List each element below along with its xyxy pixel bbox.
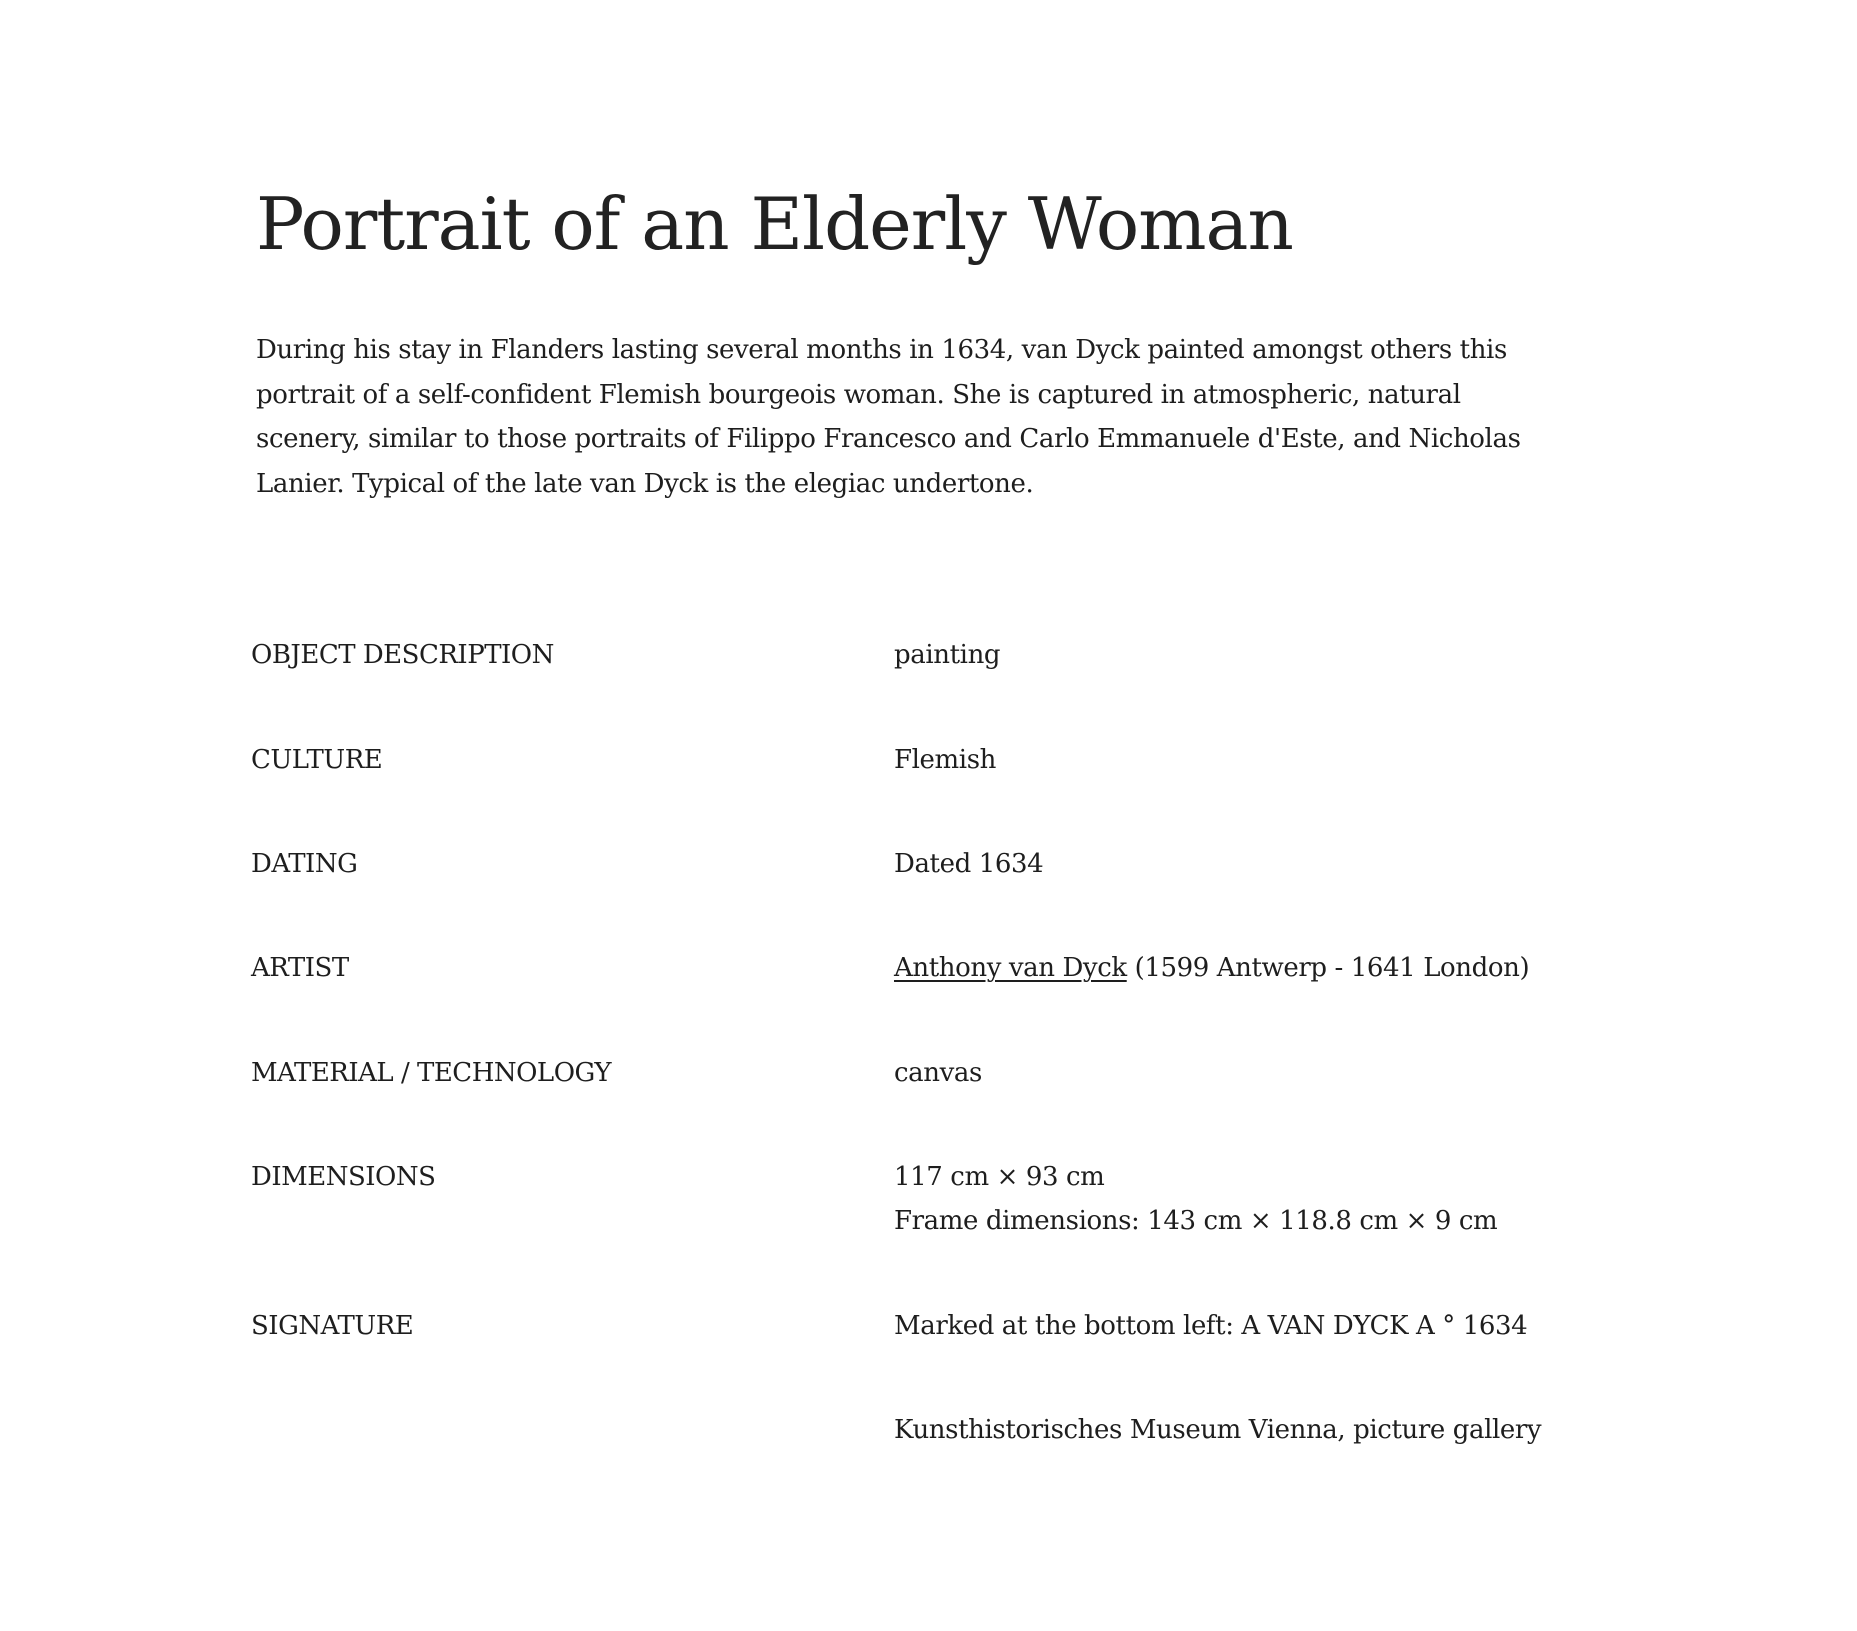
object-description-value: painting — [894, 640, 1001, 670]
artist-link[interactable]: Anthony van Dyck — [894, 953, 1127, 983]
signature-label: SIGNATURE — [251, 1311, 414, 1341]
dating-value: Dated 1634 — [894, 849, 1044, 879]
artist-life-dates: (1599 Antwerp - 1641 London) — [1126, 953, 1530, 983]
culture-label: CULTURE — [251, 745, 383, 775]
object-description-label: OBJECT DESCRIPTION — [251, 640, 554, 670]
dimensions-value: 117 cm × 93 cm — [894, 1162, 1105, 1192]
intro-paragraph: During his stay in Flanders lasting several months in 1634, van Dyck painted amongst others this portrait of a self-confident Flemish bourgeois woman. She is captured in atmospheric, natural scenery, similar to those portraits of Filippo Francesco and Carlo Emmanuele d'Este, and Nicholas Lanier. Typical of the late van Dyck is the elegiac undertone. — [256, 335, 1521, 499]
page-title: Portrait of an Elderly Woman — [256, 182, 1293, 266]
artist-value — [894, 946, 1529, 990]
material-value: canvas — [894, 1058, 982, 1088]
material-label: MATERIAL / TECHNOLOGY — [251, 1058, 611, 1088]
collection-value: Kunsthistorisches Museum Vienna, picture gallery — [894, 1415, 1542, 1445]
artist-label: ARTIST — [251, 953, 349, 983]
culture-value: Flemish — [894, 745, 996, 775]
dimensions-label: DIMENSIONS — [251, 1162, 436, 1192]
frame-dimensions-value: Frame dimensions: 143 cm × 118.8 cm × 9 cm — [894, 1206, 1498, 1236]
signature-value: Marked at the bottom left: A VAN DYCK A ° 1634 — [894, 1311, 1528, 1341]
dating-label: DATING — [251, 849, 358, 879]
